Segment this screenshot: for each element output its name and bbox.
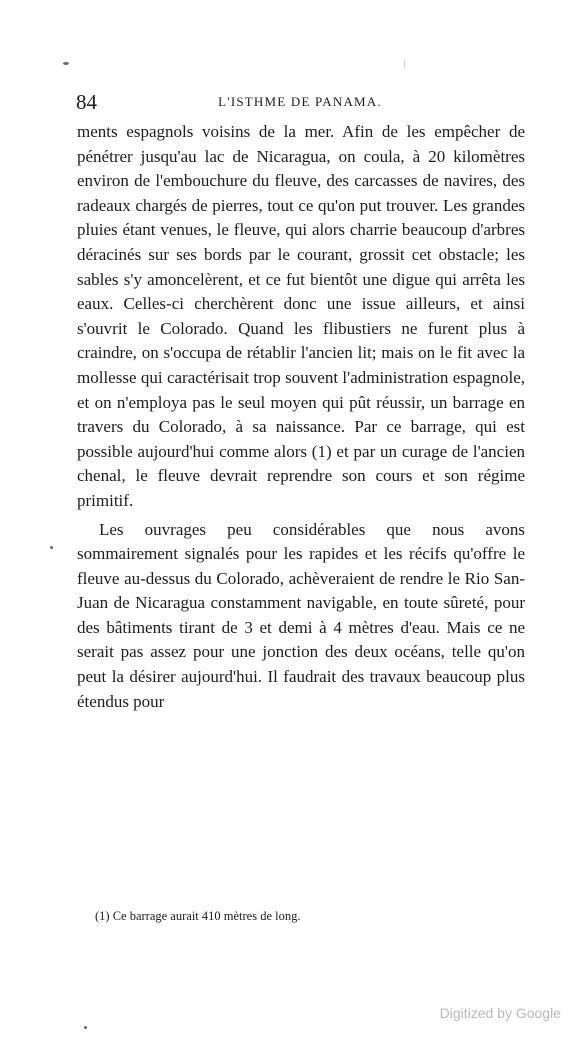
running-title: L'ISTHME DE PANAMA. (218, 94, 382, 109)
body-text (77, 120, 525, 714)
scan-speck (50, 546, 53, 549)
footnote: (1) Ce barrage aurait 410 mètres de long. (95, 909, 301, 923)
paragraph-2: Les ouvrages peu considérables que nous avons sommairement signalés pour les rapides et les récifs qu'offre le fleuve au-dessus du Colorado, achèveraient de rendre le Rio San-Juan de Nicaragua constamment navigable, en toute sûreté, pour des bâtiments tirant de 3 et demi à 4 mètres d'eau. Mais ce ne serait pas assez pour une jonction des deux océans, telle qu'on peut la désirer aujourd'hui. Il faudrait des travaux beaucoup plus étendus pour (77, 519, 525, 711)
scan-speck (84, 1026, 87, 1029)
scan-speck (404, 60, 405, 68)
page-header (76, 88, 524, 116)
page-number: 84 (76, 90, 97, 114)
paragraph-1: ments espagnols voisins de la mer. Afin de les empêcher de pénétrer jusqu'au lac de Nicaragua, on coula, à 20 kilomètres environ de l'embouchure du fleuve, des carcasses de navires, des radeaux chargés de pierres, tout ce qu'on put trouver. Les grandes pluies étant venues, le fleuve, qui alors charrie beaucoup d'arbres déracinés sur ses bords par le courant, grossit cet obstacle; les sables s'y amoncelèrent, et ce fut bientôt une digue qui arrêta les eaux. Celles-ci cherchèrent donc une issue ailleurs, et ainsi s'ouvrit le Colorado. Quand les flibustiers ne furent plus à craindre, on s'occupa de rétablir l'ancien lit; mais on le fit avec la mollesse qui caractérisait trop souvent l'administration espagnole, et on n'employa pas le seul moyen qui pût réussir, un barrage en travers du Colorado, à sa naissance. Par ce barrage, qui est possible aujourd'hui comme alors (1) et par un curage de l'ancien chenal, le fleuve devrait reprendre son cours et son régime primitif. (77, 122, 525, 510)
scan-speck (63, 62, 69, 65)
digitized-watermark: Digitized by Google (439, 1005, 561, 1021)
